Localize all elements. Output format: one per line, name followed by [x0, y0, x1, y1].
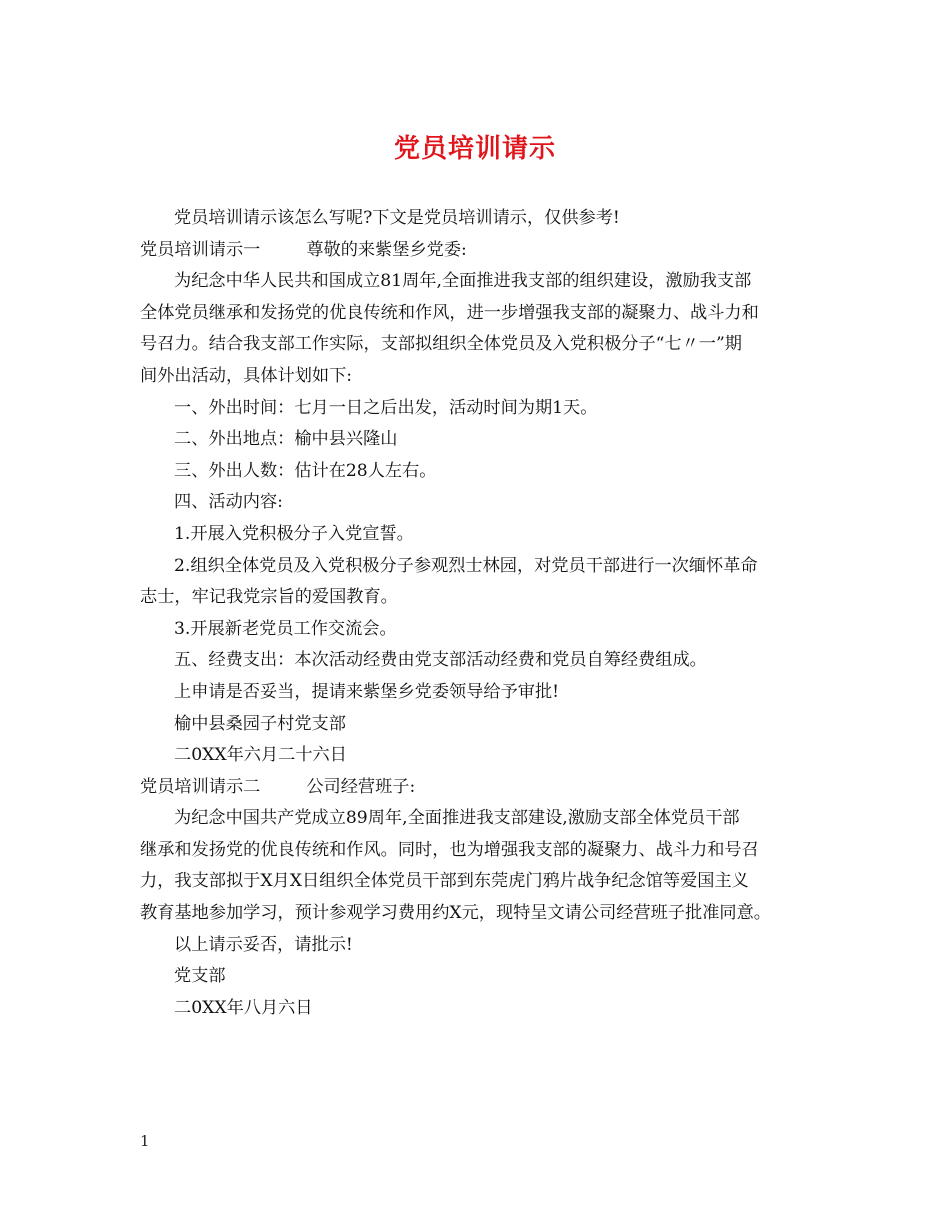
content-subitem-1: 1.开展入党积极分子入党宣誓。	[174, 523, 414, 544]
section1-paragraph-line: 全体党员继承和发扬党的优良传统和作风，进一步增强我支部的凝聚力、战斗力和	[140, 302, 759, 323]
section1-paragraph-line: 号召力。结合我支部工作实际，支部拟组织全体党员及入党积极分子“七〃一”期	[140, 334, 742, 355]
content-subitem-2-continued: 志士，牢记我党宗旨的爱国教育。	[140, 587, 398, 608]
section2-paragraph-line: 力，我支部拟于X月X日组织全体党员干部到东莞虎门鸦片战争纪念馆等爱国主义	[140, 871, 749, 892]
section2-header-line	[140, 772, 830, 804]
content-subitem-3: 3.开展新老党员工作交流会。	[174, 618, 397, 639]
section1-signature: 榆中县桑园子村党支部	[174, 713, 346, 734]
document-body	[140, 203, 830, 1024]
page-number: 1	[140, 1132, 150, 1150]
intro-paragraph: 党员培训请示该怎么写呢?下文是党员培训请示，仅供参考!	[174, 208, 620, 228]
section1-closing: 上申请是否妥当，提请来紫堡乡党委领导给予审批!	[174, 681, 560, 702]
plan-item-content: 四、活动内容:	[174, 492, 283, 513]
section1-heading: 党员培训请示一	[140, 239, 261, 260]
section2-paragraph-line: 继承和发扬党的优良传统和作风。同时，也为增强我支部的凝聚力、战斗力和号召	[140, 839, 759, 860]
section2-paragraph-line: 教育基地参加学习，预计参观学习费用约X元，现特呈文请公司经营班子批准同意。	[140, 903, 771, 924]
section2-heading: 党员培训请示二	[140, 776, 261, 797]
section2-salutation: 公司经营班子:	[306, 776, 416, 797]
section1-paragraph-line: 间外出活动，具体计划如下:	[140, 365, 353, 386]
plan-item-location: 二、外出地点：榆中县兴隆山	[174, 429, 398, 450]
section1-header-line	[140, 235, 830, 267]
section2-date: 二0XX年八月六日	[174, 997, 313, 1018]
section2-paragraph-line: 为纪念中国共产党成立89周年,全面推进我支部建设,激励支部全体党员干部	[174, 808, 740, 829]
section1-date: 二0XX年六月二十六日	[174, 745, 347, 766]
section2-signature: 党支部	[174, 966, 226, 987]
section2-closing: 以上请示妥否，请批示!	[174, 934, 353, 955]
section1-salutation: 尊敬的来紫堡乡党委:	[306, 239, 467, 260]
section1-paragraph-line: 为纪念中华人民共和国成立81周年,全面推进我支部的组织建设，激励我支部	[174, 271, 752, 292]
plan-item-time: 一、外出时间：七月一日之后出发，活动时间为期1天。	[174, 397, 598, 418]
plan-item-budget: 五、经费支出：本次活动经费由党支部活动经费和党员自筹经费组成。	[174, 650, 707, 671]
document-title: 党员培训请示	[393, 134, 556, 164]
content-subitem-2: 2.组织全体党员及入党积极分子参观烈士林园，对党员干部进行一次缅怀革命	[174, 555, 758, 576]
plan-item-people: 三、外出人数：估计在28人左右。	[174, 460, 437, 481]
